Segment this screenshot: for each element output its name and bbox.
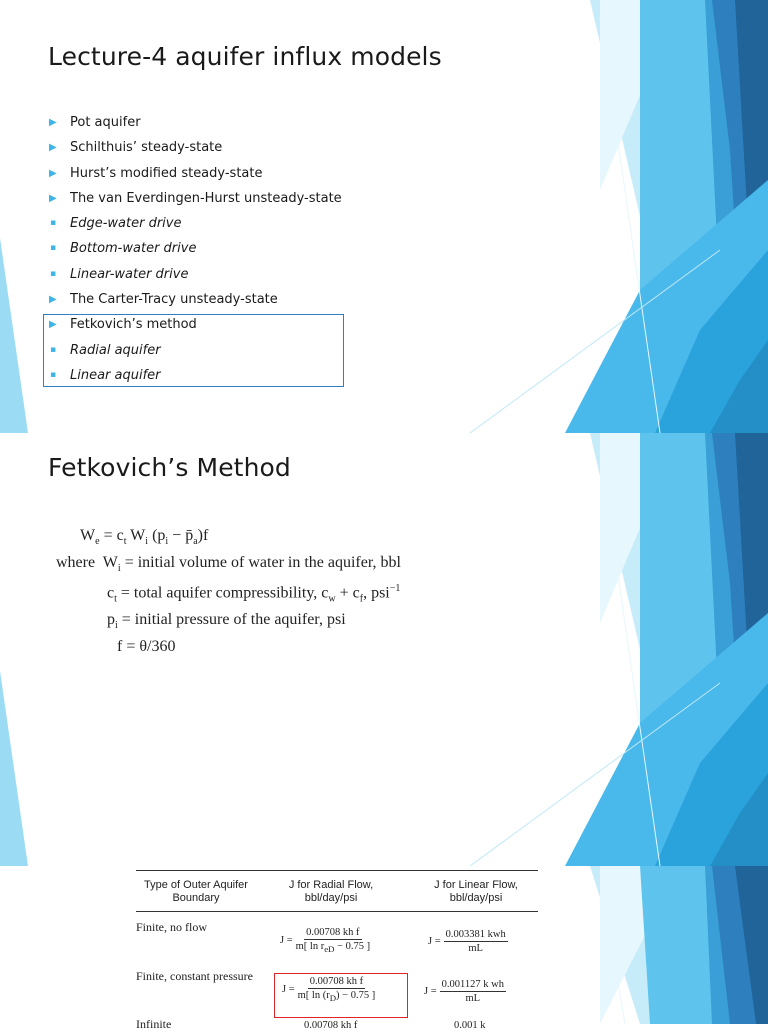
list-item: ▶ The Carter-Tracy unsteady-state <box>48 287 342 312</box>
radial-j-formula: 0.00708 kh f <box>304 1020 358 1031</box>
definition-f: f = θ/360 <box>117 638 176 656</box>
radial-j-formula: J = $\frac{\text{0.00708 kh f}}{m[ \ln r_{eD} - 0.75 ]}$ <box>280 927 371 955</box>
list-item: ▪ Bottom-water drive <box>48 236 342 261</box>
slide-title: Fetkovich’s Method <box>48 453 291 482</box>
list-item: ▪ Radial aquifer <box>48 338 342 363</box>
triangle-bullet-icon: ▶ <box>49 319 57 331</box>
square-bullet-icon: ▪ <box>50 344 57 355</box>
definition-ct: $c_t$ = total aquifer compressibility, $c_w + c_f$, psi$^{-1}$ <box>107 583 401 605</box>
table-top-rule <box>136 870 538 871</box>
list-item: ▶ Schilthuis’ steady-state <box>48 135 342 160</box>
slide-productivity-table <box>0 866 768 1031</box>
table-cell-boundary: Infinite <box>136 1017 172 1031</box>
list-item: ▪ Linear-water drive <box>48 262 342 287</box>
slide-title: Lecture-4 aquifer influx models <box>48 42 442 71</box>
triangle-bullet-icon: ▶ <box>49 142 57 154</box>
linear-j-formula: J = $\frac{\text{0.003381 kwh}}{mL}$ <box>428 929 506 954</box>
definition-pi: $p_i$ = initial pressure of the aquifer, psi <box>107 611 346 632</box>
triangle-bullet-icon: ▶ <box>49 192 57 204</box>
list-item: ▶ Fetkovich’s method <box>48 312 342 337</box>
column-header-radial: J for Radial Flow, bbl/day/psi <box>288 879 374 904</box>
radial-j-formula: J = $\frac{\text{0.00708 kh f}}{m[ \ln (r_D) - 0.75 ]}$ <box>282 976 376 1004</box>
fetkovich-formula <box>56 526 401 658</box>
square-bullet-icon: ▪ <box>50 268 57 279</box>
highlight-box <box>43 314 344 387</box>
square-bullet-icon: ▪ <box>50 218 57 229</box>
table-cell-boundary: Finite, no flow <box>136 920 207 934</box>
linear-j-formula: J = $\frac{\text{0.001127 k wh}}{mL}$ <box>424 979 504 1004</box>
slide-aquifer-models <box>0 0 768 433</box>
list-item: ▪ Edge-water drive <box>48 211 342 236</box>
linear-j-formula: 0.001 k <box>454 1020 486 1031</box>
definition-wi: where $W_i$ = initial volume of water in the aquifer, bbl <box>56 553 401 574</box>
square-bullet-icon: ▪ <box>50 369 57 380</box>
square-bullet-icon: ▪ <box>50 243 57 254</box>
triangle-bullet-icon: ▶ <box>49 167 57 179</box>
list-item: ▶ Pot aquifer <box>48 110 342 135</box>
column-header-boundary: Type of Outer Aquifer Boundary <box>144 879 248 904</box>
list-item: ▶ Hurst’s modified steady-state <box>48 161 342 186</box>
main-equation: $W_e = c_t$ $W_i$ ($p_i$ − $p̄_a)f$ <box>80 527 209 548</box>
column-header-linear: J for Linear Flow, bbl/day/psi <box>434 879 518 904</box>
table-header-rule <box>136 911 538 912</box>
list-item: ▶ The van Everdingen-Hurst unsteady-state <box>48 186 342 211</box>
list-item: ▪ Linear aquifer <box>48 363 342 388</box>
triangle-bullet-icon: ▶ <box>49 117 57 128</box>
table-cell-boundary: Finite, constant pressure <box>136 969 253 983</box>
highlight-box <box>274 973 408 1018</box>
slide-fetkovich-method <box>0 433 768 866</box>
triangle-bullet-icon: ▶ <box>49 294 57 306</box>
